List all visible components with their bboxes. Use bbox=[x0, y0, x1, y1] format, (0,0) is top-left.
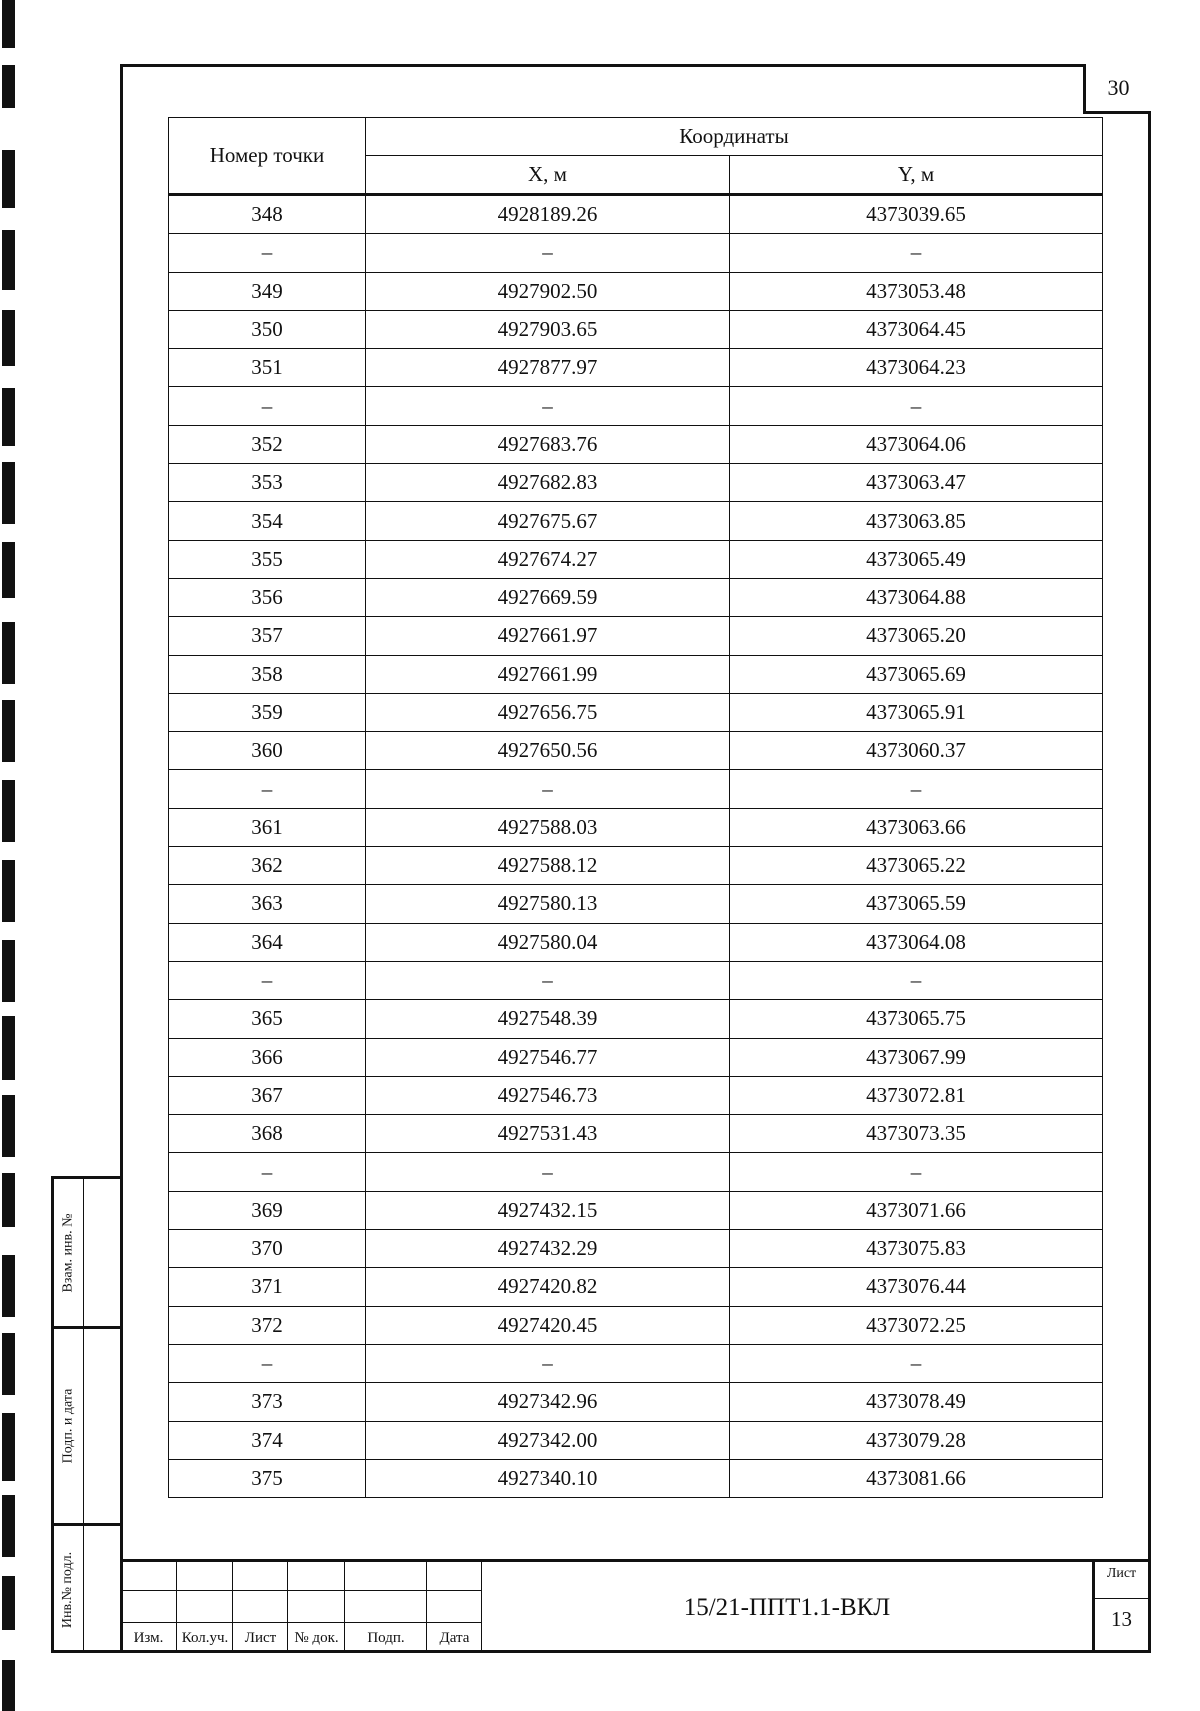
point-number-cell: 361 bbox=[169, 808, 366, 846]
binding-mark bbox=[2, 462, 15, 524]
x-coordinate-cell: 4927675.67 bbox=[366, 502, 730, 540]
table-row bbox=[169, 1383, 1103, 1421]
table-row bbox=[169, 1000, 1103, 1038]
binding-mark bbox=[2, 1333, 15, 1395]
binding-mark bbox=[2, 622, 15, 684]
x-coordinate-cell: 4927432.15 bbox=[366, 1191, 730, 1229]
table-row bbox=[169, 349, 1103, 387]
table-row bbox=[169, 655, 1103, 693]
label-no-dok: № док. bbox=[294, 1630, 339, 1646]
table-row bbox=[169, 693, 1103, 731]
table-row bbox=[169, 770, 1103, 808]
label-izm: Изм. bbox=[133, 1630, 164, 1646]
x-coordinate-cell: – bbox=[366, 1153, 730, 1191]
table-row bbox=[169, 387, 1103, 425]
y-coordinate-cell: 4373065.75 bbox=[730, 1000, 1103, 1038]
y-coordinate-cell: 4373065.49 bbox=[730, 540, 1103, 578]
x-coordinate-cell: 4927342.00 bbox=[366, 1421, 730, 1459]
coordinates-table bbox=[168, 117, 1103, 1498]
table-row bbox=[169, 732, 1103, 770]
point-number-cell: 354 bbox=[169, 502, 366, 540]
y-coordinate-cell: – bbox=[730, 770, 1103, 808]
point-number-cell: 350 bbox=[169, 310, 366, 348]
point-number-cell: 375 bbox=[169, 1459, 366, 1497]
table-row bbox=[169, 1115, 1103, 1153]
x-coordinate-cell: 4927340.10 bbox=[366, 1459, 730, 1497]
point-number-cell: 367 bbox=[169, 1076, 366, 1114]
x-coordinate-cell: 4927902.50 bbox=[366, 272, 730, 310]
binding-mark bbox=[2, 780, 15, 842]
table-row bbox=[169, 578, 1103, 616]
table-row bbox=[169, 272, 1103, 310]
table-row bbox=[169, 1306, 1103, 1344]
x-coordinate-cell: 4928189.26 bbox=[366, 195, 730, 234]
binding-mark bbox=[2, 1413, 15, 1481]
x-coordinate-cell: 4927656.75 bbox=[366, 693, 730, 731]
table-row bbox=[169, 885, 1103, 923]
x-coordinate-cell: 4927342.96 bbox=[366, 1383, 730, 1421]
point-number-cell: 358 bbox=[169, 655, 366, 693]
binding-mark bbox=[2, 1095, 15, 1157]
x-coordinate-cell: 4927683.76 bbox=[366, 425, 730, 463]
x-coordinate-cell: – bbox=[366, 387, 730, 425]
table-row bbox=[169, 1230, 1103, 1268]
x-coordinate-cell: 4927682.83 bbox=[366, 464, 730, 502]
y-coordinate-cell: 4373072.25 bbox=[730, 1306, 1103, 1344]
point-number-cell: 351 bbox=[169, 349, 366, 387]
point-number-cell: 360 bbox=[169, 732, 366, 770]
x-coordinate-cell: 4927588.03 bbox=[366, 808, 730, 846]
header-y: Y, м bbox=[730, 156, 1103, 195]
sheet-number: 13 bbox=[1095, 1598, 1148, 1647]
y-coordinate-cell: – bbox=[730, 961, 1103, 999]
point-number-cell: 365 bbox=[169, 1000, 366, 1038]
x-coordinate-cell: 4927588.12 bbox=[366, 847, 730, 885]
y-coordinate-cell: 4373060.37 bbox=[730, 732, 1103, 770]
x-coordinate-cell: 4927546.73 bbox=[366, 1076, 730, 1114]
podp-data-label: Подп. и дата bbox=[60, 1388, 76, 1464]
point-number-cell: 352 bbox=[169, 425, 366, 463]
table-row bbox=[169, 464, 1103, 502]
binding-mark bbox=[2, 388, 15, 446]
point-number-cell: 363 bbox=[169, 885, 366, 923]
title-block bbox=[120, 1559, 1151, 1653]
vzam-inv-label: Взам. инв. № bbox=[60, 1213, 76, 1292]
table-row bbox=[169, 1459, 1103, 1497]
sheet-box bbox=[1092, 1562, 1148, 1653]
y-coordinate-cell: – bbox=[730, 234, 1103, 272]
point-number-cell: 371 bbox=[169, 1268, 366, 1306]
x-coordinate-cell: 4927420.82 bbox=[366, 1268, 730, 1306]
point-number-cell: 364 bbox=[169, 923, 366, 961]
point-number-cell: – bbox=[169, 234, 366, 272]
y-coordinate-cell: 4373064.88 bbox=[730, 578, 1103, 616]
y-coordinate-cell: 4373064.45 bbox=[730, 310, 1103, 348]
header-coordinates: Координаты bbox=[366, 118, 1103, 156]
header-point-number: Номер точки bbox=[169, 118, 366, 195]
point-number-cell: 356 bbox=[169, 578, 366, 616]
binding-mark bbox=[2, 1016, 15, 1080]
table-row bbox=[169, 502, 1103, 540]
y-coordinate-cell: 4373053.48 bbox=[730, 272, 1103, 310]
point-number-cell: 362 bbox=[169, 847, 366, 885]
y-coordinate-cell: 4373076.44 bbox=[730, 1268, 1103, 1306]
y-coordinate-cell: – bbox=[730, 1344, 1103, 1382]
point-number-cell: 355 bbox=[169, 540, 366, 578]
point-number-cell: 368 bbox=[169, 1115, 366, 1153]
binding-mark bbox=[2, 1576, 15, 1630]
y-coordinate-cell: – bbox=[730, 1153, 1103, 1191]
table-row bbox=[169, 234, 1103, 272]
table-row bbox=[169, 847, 1103, 885]
y-coordinate-cell: 4373075.83 bbox=[730, 1230, 1103, 1268]
header-x: X, м bbox=[366, 156, 730, 195]
x-coordinate-cell: 4927674.27 bbox=[366, 540, 730, 578]
sheet-label: Лист bbox=[1106, 1566, 1137, 1581]
table-row bbox=[169, 425, 1103, 463]
point-number-cell: – bbox=[169, 387, 366, 425]
y-coordinate-cell: 4373064.23 bbox=[730, 349, 1103, 387]
binding-mark bbox=[2, 1255, 15, 1317]
table-row bbox=[169, 540, 1103, 578]
side-stamp bbox=[51, 1176, 120, 1653]
table-row bbox=[169, 808, 1103, 846]
x-coordinate-cell: 4927650.56 bbox=[366, 732, 730, 770]
label-kol-uch: Кол.уч. bbox=[181, 1630, 229, 1646]
point-number-cell: 373 bbox=[169, 1383, 366, 1421]
y-coordinate-cell: 4373064.08 bbox=[730, 923, 1103, 961]
x-coordinate-cell: 4927903.65 bbox=[366, 310, 730, 348]
x-coordinate-cell: 4927669.59 bbox=[366, 578, 730, 616]
table-row bbox=[169, 961, 1103, 999]
binding-mark bbox=[2, 150, 15, 208]
inv-podl-label: Инв.№ подл. bbox=[60, 1551, 76, 1628]
x-coordinate-cell: – bbox=[366, 961, 730, 999]
binding-mark bbox=[2, 310, 15, 366]
y-coordinate-cell: 4373078.49 bbox=[730, 1383, 1103, 1421]
inv-podl-cell bbox=[54, 1526, 84, 1653]
y-coordinate-cell: 4373072.81 bbox=[730, 1076, 1103, 1114]
vzam-inv-cell bbox=[54, 1179, 84, 1326]
point-number-cell: – bbox=[169, 1153, 366, 1191]
y-coordinate-cell: 4373071.66 bbox=[730, 1191, 1103, 1229]
binding-mark bbox=[2, 0, 15, 48]
y-coordinate-cell: 4373065.69 bbox=[730, 655, 1103, 693]
point-number-cell: 366 bbox=[169, 1038, 366, 1076]
point-number-cell: – bbox=[169, 961, 366, 999]
document-code: 15/21-ППТ1.1-ВКЛ bbox=[683, 1593, 891, 1621]
y-coordinate-cell: 4373065.20 bbox=[730, 617, 1103, 655]
binding-mark bbox=[2, 1660, 15, 1711]
binding-mark bbox=[2, 1495, 15, 1557]
binding-mark bbox=[2, 1173, 15, 1227]
x-coordinate-cell: 4927661.99 bbox=[366, 655, 730, 693]
y-coordinate-cell: 4373039.65 bbox=[730, 195, 1103, 234]
y-coordinate-cell: 4373063.66 bbox=[730, 808, 1103, 846]
binding-mark bbox=[2, 542, 15, 598]
y-coordinate-cell: 4373067.99 bbox=[730, 1038, 1103, 1076]
table-row bbox=[169, 1344, 1103, 1382]
x-coordinate-cell: 4927546.77 bbox=[366, 1038, 730, 1076]
y-coordinate-cell: 4373065.91 bbox=[730, 693, 1103, 731]
point-number-cell: – bbox=[169, 1344, 366, 1382]
point-number-cell: 353 bbox=[169, 464, 366, 502]
table-row bbox=[169, 1153, 1103, 1191]
table-row bbox=[169, 1038, 1103, 1076]
binding-mark bbox=[2, 230, 15, 290]
y-coordinate-cell: 4373064.06 bbox=[730, 425, 1103, 463]
y-coordinate-cell: 4373065.22 bbox=[730, 847, 1103, 885]
y-coordinate-cell: 4373073.35 bbox=[730, 1115, 1103, 1153]
x-coordinate-cell: – bbox=[366, 1344, 730, 1382]
table-row bbox=[169, 1268, 1103, 1306]
x-coordinate-cell: – bbox=[366, 234, 730, 272]
x-coordinate-cell: 4927531.43 bbox=[366, 1115, 730, 1153]
point-number-cell: 349 bbox=[169, 272, 366, 310]
table-row bbox=[169, 1191, 1103, 1229]
point-number-cell: – bbox=[169, 770, 366, 808]
binding-mark bbox=[2, 940, 15, 1002]
binding-mark bbox=[2, 860, 15, 922]
y-coordinate-cell: 4373079.28 bbox=[730, 1421, 1103, 1459]
y-coordinate-cell: – bbox=[730, 387, 1103, 425]
x-coordinate-cell: 4927661.97 bbox=[366, 617, 730, 655]
table-row bbox=[169, 195, 1103, 234]
y-coordinate-cell: 4373065.59 bbox=[730, 885, 1103, 923]
table-row bbox=[169, 310, 1103, 348]
binding-mark bbox=[2, 65, 15, 108]
label-data: Дата bbox=[439, 1630, 470, 1646]
table-body bbox=[169, 195, 1103, 1498]
x-coordinate-cell: 4927580.04 bbox=[366, 923, 730, 961]
table-row bbox=[169, 923, 1103, 961]
point-number-cell: 370 bbox=[169, 1230, 366, 1268]
page-number: 30 bbox=[1083, 64, 1151, 114]
podp-data-cell bbox=[54, 1329, 84, 1523]
y-coordinate-cell: 4373081.66 bbox=[730, 1459, 1103, 1497]
x-coordinate-cell: 4927420.45 bbox=[366, 1306, 730, 1344]
table-row bbox=[169, 1421, 1103, 1459]
label-list: Лист bbox=[244, 1630, 277, 1646]
y-coordinate-cell: 4373063.85 bbox=[730, 502, 1103, 540]
point-number-cell: 372 bbox=[169, 1306, 366, 1344]
point-number-cell: 374 bbox=[169, 1421, 366, 1459]
point-number-cell: 359 bbox=[169, 693, 366, 731]
x-coordinate-cell: 4927548.39 bbox=[366, 1000, 730, 1038]
x-coordinate-cell: 4927877.97 bbox=[366, 349, 730, 387]
point-number-cell: 369 bbox=[169, 1191, 366, 1229]
label-podp: Подп. bbox=[367, 1630, 405, 1646]
point-number-cell: 348 bbox=[169, 195, 366, 234]
x-coordinate-cell: 4927432.29 bbox=[366, 1230, 730, 1268]
binding-mark bbox=[2, 700, 15, 762]
x-coordinate-cell: 4927580.13 bbox=[366, 885, 730, 923]
table-row bbox=[169, 617, 1103, 655]
table-row bbox=[169, 1076, 1103, 1114]
x-coordinate-cell: – bbox=[366, 770, 730, 808]
point-number-cell: 357 bbox=[169, 617, 366, 655]
y-coordinate-cell: 4373063.47 bbox=[730, 464, 1103, 502]
